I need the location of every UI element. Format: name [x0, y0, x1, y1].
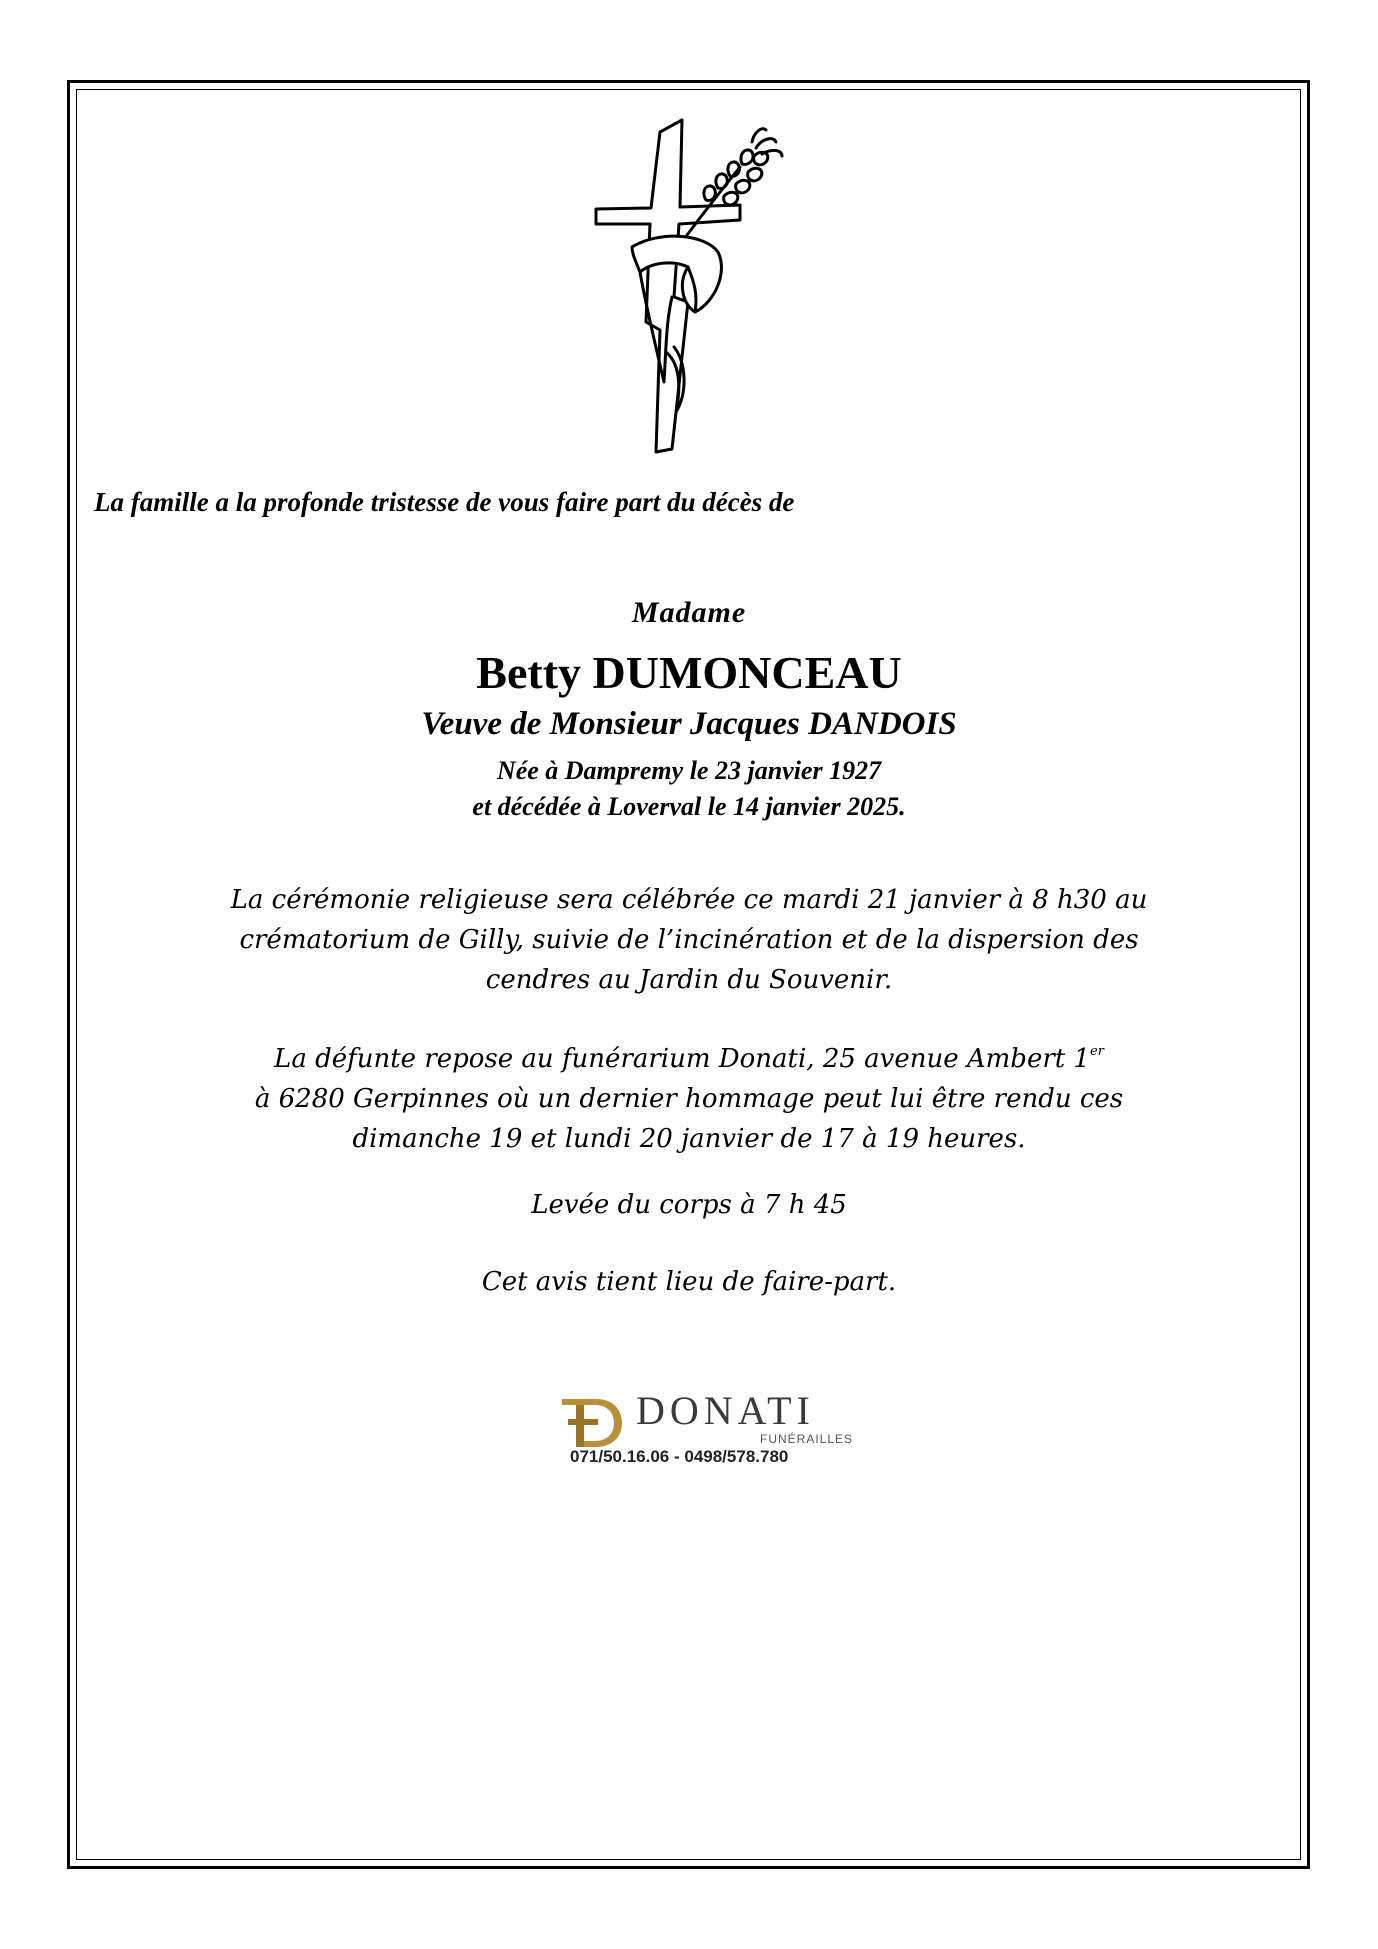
death-line: et décédée à Loverval le 14 janvier 2025. [472, 792, 906, 821]
cross-wheat-icon [570, 112, 820, 462]
donati-monogram-icon [556, 1391, 626, 1451]
widow-of: Veuve de Monsieur Jacques DANDOIS [421, 706, 957, 742]
funeral-home-line: à 6280 Gerpinnes où un dernier hommage peut lui être rendu ces [254, 1084, 1124, 1114]
intro-text: La famille a la profonde tristesse de vous faire part du décès de [94, 487, 795, 517]
ceremony-line: cendres au Jardin du Souvenir. [485, 965, 893, 995]
ceremony-line: La cérémonie religieuse sera célébrée ce mardi 21 janvier à 8 h30 au [230, 885, 1148, 915]
ceremony-paragraph [0, 880, 1378, 1000]
funeral-home-line: La défunte repose au funérarium Donati, 25 avenue Ambert 1er [274, 1044, 1104, 1074]
honorific: Madame [631, 596, 747, 629]
funeral-home-line: dimanche 19 et lundi 20 janvier de 17 à 19 heures. [352, 1124, 1026, 1154]
funeral-home-paragraph [0, 1032, 1378, 1159]
logo-phones: 071/50.16.06 - 0498/578.780 [570, 1447, 789, 1466]
levee-line: Levée du corps à 7 h 45 [531, 1190, 847, 1220]
donati-logo [556, 1385, 854, 1471]
notice-line: Cet avis tient lieu de faire-part. [481, 1267, 897, 1297]
ceremony-line: crématorium de Gilly, suivie de l’incinération et de la dispersion des [239, 925, 1139, 955]
logo-subtitle: FUNÉRAILLES [760, 1432, 854, 1446]
birth-line: Née à Dampremy le 23 janvier 1927 [496, 756, 882, 785]
deceased-name: Betty DUMONCEAU [476, 647, 902, 698]
logo-brand: DONATI [636, 1388, 815, 1433]
